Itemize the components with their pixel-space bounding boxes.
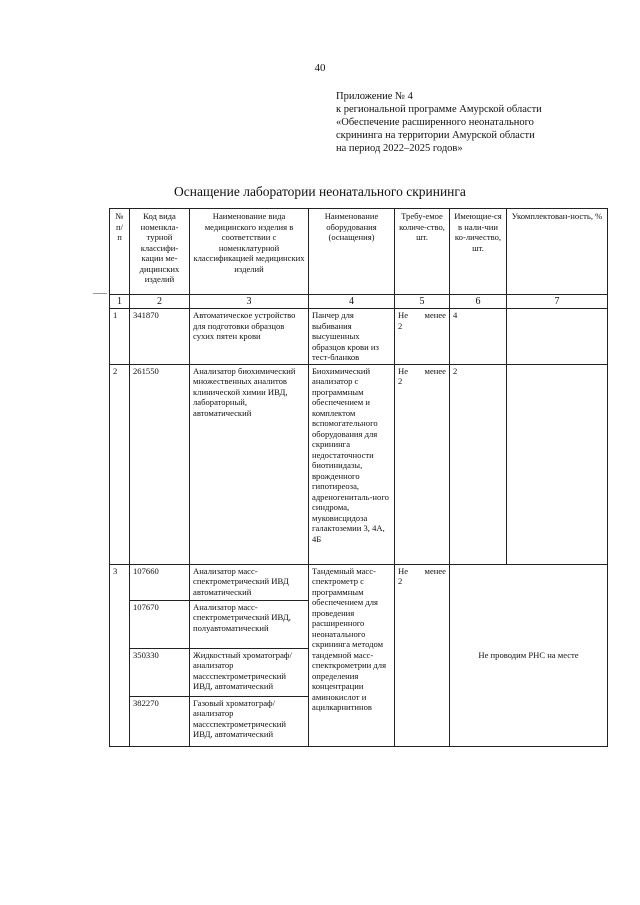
column-number: 7	[507, 295, 608, 309]
required-qualifier: Не менее	[398, 310, 446, 320]
row-device: Газовый хроматограф/ анализатор массспектрометрический ИВД, автоматический	[190, 696, 309, 746]
row-device: Анализатор масс-спектрометрический ИВД автоматический	[190, 564, 309, 600]
row-required	[395, 364, 450, 564]
header-num: № п/ п	[110, 209, 130, 295]
column-number: 6	[450, 295, 507, 309]
header-row	[110, 209, 608, 295]
row-code: 341870	[130, 309, 190, 365]
table-row	[110, 564, 608, 600]
column-number-row	[110, 295, 608, 309]
header-code: Код вида номенкла-турной классифи-кации ме-дицинских изделий	[130, 209, 190, 295]
row-available: 4	[450, 309, 507, 365]
row-percent	[507, 364, 608, 564]
header-device: Наименование вида медицинского изделия в соответствии с номенклатурной классификацией медицинских изделий	[190, 209, 309, 295]
column-number: 3	[190, 295, 309, 309]
row-device: Автоматическое устройство для подготовки образцов сухих пятен крови	[190, 309, 309, 365]
required-qualifier: Не менее	[398, 365, 446, 376]
row-num: 1	[110, 309, 130, 365]
column-number: 2	[130, 295, 190, 309]
table-row	[110, 309, 608, 365]
row-num: 2	[110, 364, 130, 564]
row-equipment: Биохимический анализатор с программным обеспечением и комплектом вспомогательного оборудования для скрининга недостаточности биотинидазы, врожденного гипотиреоза, адреногениталь-ного синдрома, муковисцидоза галактоземии 3, 4А, 4Б	[309, 364, 395, 564]
required-value: 2	[398, 320, 403, 331]
row-equipment: Тандемный масс-спектрометр с программным обеспечением для проведения расширенного неонатального скрининга методом тандемной масс-спекткрометрии для определения концентрации аминокислот и ацилкарнитинов	[309, 564, 395, 746]
row-code: 350330	[130, 648, 190, 696]
row-device: Анализатор масс-спектрометрический ИВД, полуавтоматический	[190, 600, 309, 648]
row-code: 261550	[130, 364, 190, 564]
column-number: 1	[110, 295, 130, 309]
margin-mark	[93, 293, 107, 294]
row-num: 3	[110, 564, 130, 746]
required-value: 2	[398, 376, 403, 386]
column-number: 5	[395, 295, 450, 309]
row-code: 107660	[130, 564, 190, 600]
row-device: Жидкостный хроматограф/ анализатор массспектрометрический ИВД, автоматический	[190, 648, 309, 696]
table-row	[110, 364, 608, 564]
header-percent: Укомплектован-ность, %	[507, 209, 608, 295]
required-value: 2	[398, 576, 403, 586]
appendix-line: на период 2022–2025 годов»	[336, 143, 463, 154]
appendix-line: к региональной программе Амурской области	[336, 104, 542, 115]
header-equipment: Наименование оборудования (оснащения)	[309, 209, 395, 295]
row-code: 382270	[130, 696, 190, 746]
required-qualifier: Не менее	[398, 565, 446, 576]
row-required	[395, 309, 450, 365]
appendix-line: Приложение № 4	[336, 91, 413, 102]
row-device: Анализатор биохимический множественных аналитов клинической химии ИВД, лабораторный, автоматический	[190, 364, 309, 564]
appendix-line: «Обеспечение расширенного неонатального	[336, 117, 534, 128]
page-number: 40	[314, 62, 326, 74]
appendix-heading	[336, 90, 606, 155]
equipment-table	[109, 208, 608, 747]
header-required: Требу-емое количе-ство, шт.	[395, 209, 450, 295]
document-title: Оснащение лаборатории неонатального скрининга	[174, 184, 466, 199]
row-available: 2	[450, 364, 507, 564]
row-equipment: Панчер для выбивания высушенных образцов крови из тест-бланков	[309, 309, 395, 365]
row-note: Не проводим РНС на месте	[450, 564, 608, 746]
equipment-table-wrapper	[109, 208, 607, 747]
appendix-line: скрининга на территории Амурской области	[336, 130, 535, 141]
row-code: 107670	[130, 600, 190, 648]
header-available: Имеющие-ся в нали-чии ко-личество, шт.	[450, 209, 507, 295]
row-required	[395, 564, 450, 746]
row-percent	[507, 309, 608, 365]
column-number: 4	[309, 295, 395, 309]
